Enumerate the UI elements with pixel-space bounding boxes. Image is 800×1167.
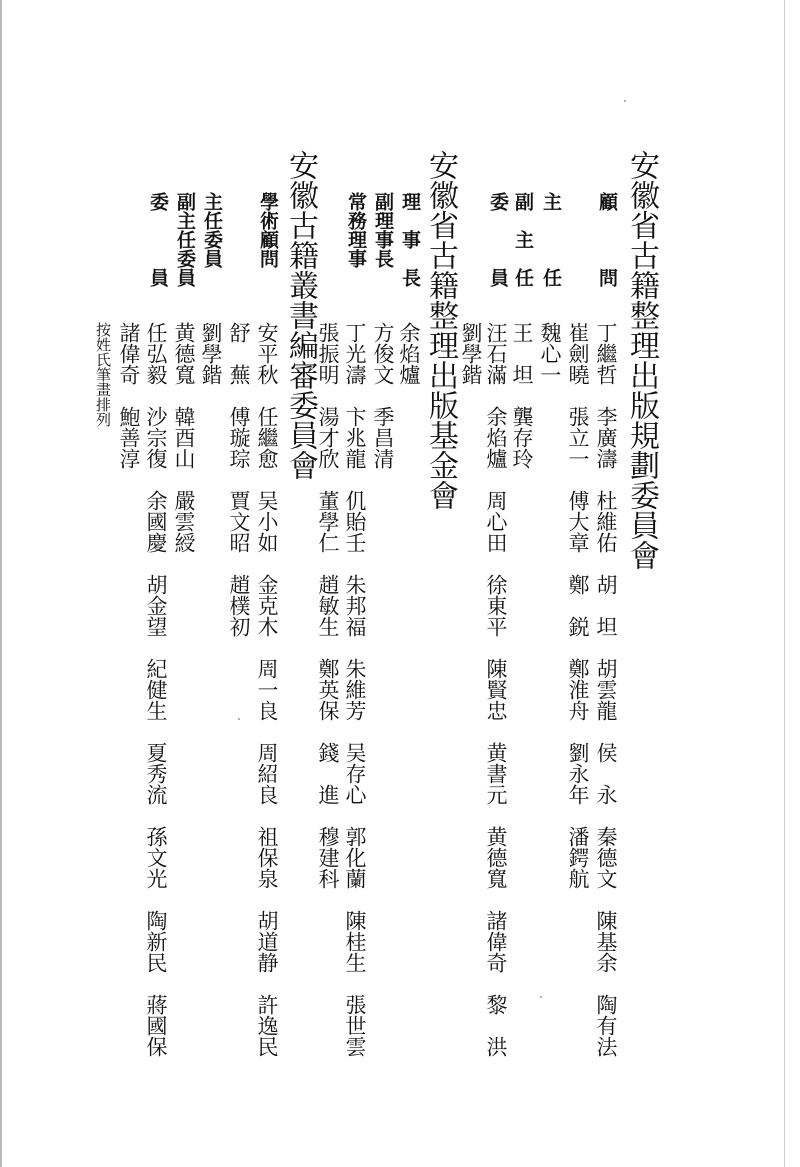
role-label: 顧 問	[596, 192, 618, 287]
names-column: 方俊文 季昌清	[371, 322, 395, 469]
page-edge-right	[784, 0, 785, 1167]
names-column: 張振明 湯才欣 董學仁 趙敏生 鄭英保 錢 進 穆建科	[316, 322, 340, 889]
role-label: 副主任委員	[174, 192, 196, 287]
names-column: 黄德寬 韓酉山 嚴雲綬	[172, 322, 196, 553]
page-edge-left	[0, 0, 2, 1167]
role-label: 主 任	[540, 192, 562, 287]
names-column: 劉學鍇	[199, 322, 223, 385]
section-title-editorial-committee: 安徽古籍叢書編審委員會	[283, 150, 318, 480]
names-column: 諸偉奇 鮑善淳	[117, 322, 141, 469]
names-column: 任弘毅 沙宗復 余國慶 胡金望 紀健生 夏秀流 孫文光 陶新民 蔣國保	[144, 322, 168, 1057]
names-column: 余焰爐	[397, 322, 421, 385]
names-column: 丁光濤 卞兆龍 仉貽壬 朱邦福 朱維芳 吴存心 郭化蘭 陳桂生 張世雲	[343, 322, 367, 1057]
names-column: 安平秋 任繼愈 吴小如 金克木 周一良 周紹良 祖保泉 胡道静 許逸民	[255, 322, 279, 1057]
role-label: 委 員	[487, 192, 509, 287]
role-label: 副 主 任	[512, 192, 534, 287]
role-label: 主任委員	[201, 192, 223, 268]
role-label: 理 事 長	[399, 192, 421, 287]
scan-speck	[624, 100, 626, 102]
role-label: 學術顧問	[257, 192, 279, 268]
role-label: 副理事長	[372, 192, 394, 268]
footnote: 按姓氏筆畫排列	[94, 322, 112, 427]
role-label: 委 員	[147, 192, 169, 287]
section-title-planning-committee: 安徽省古籍整理出版規劃委員會	[624, 150, 659, 570]
names-column: 劉學鍇	[459, 322, 483, 385]
names-column: 魏心一	[538, 322, 562, 385]
names-column: 舒 蕪 傅璇琮 賈文昭 趙樸初	[227, 322, 251, 637]
scan-speck	[238, 718, 240, 720]
role-label: 常務理事	[345, 192, 367, 268]
names-column: 汪石滿 余焰爐 周心田 徐東平 陳賢忠 黄書元 黄德寬 諸偉奇 黎 洪	[484, 322, 508, 1057]
section-title-fund-committee: 安徽省古籍整理出版基金會	[423, 150, 458, 510]
names-column: 王 坦 龔存玲	[510, 322, 534, 469]
names-column: 崔劍曉 張立一 傅大章 鄭 鋭 鄭淮舟 劉永年 潘鍔航	[566, 322, 590, 889]
scan-speck	[540, 996, 542, 998]
names-column: 丁繼哲 李廣濤 杜維佑 胡 坦 胡雲龍 侯 永 秦德文 陳基余 陶有法	[594, 322, 618, 1057]
